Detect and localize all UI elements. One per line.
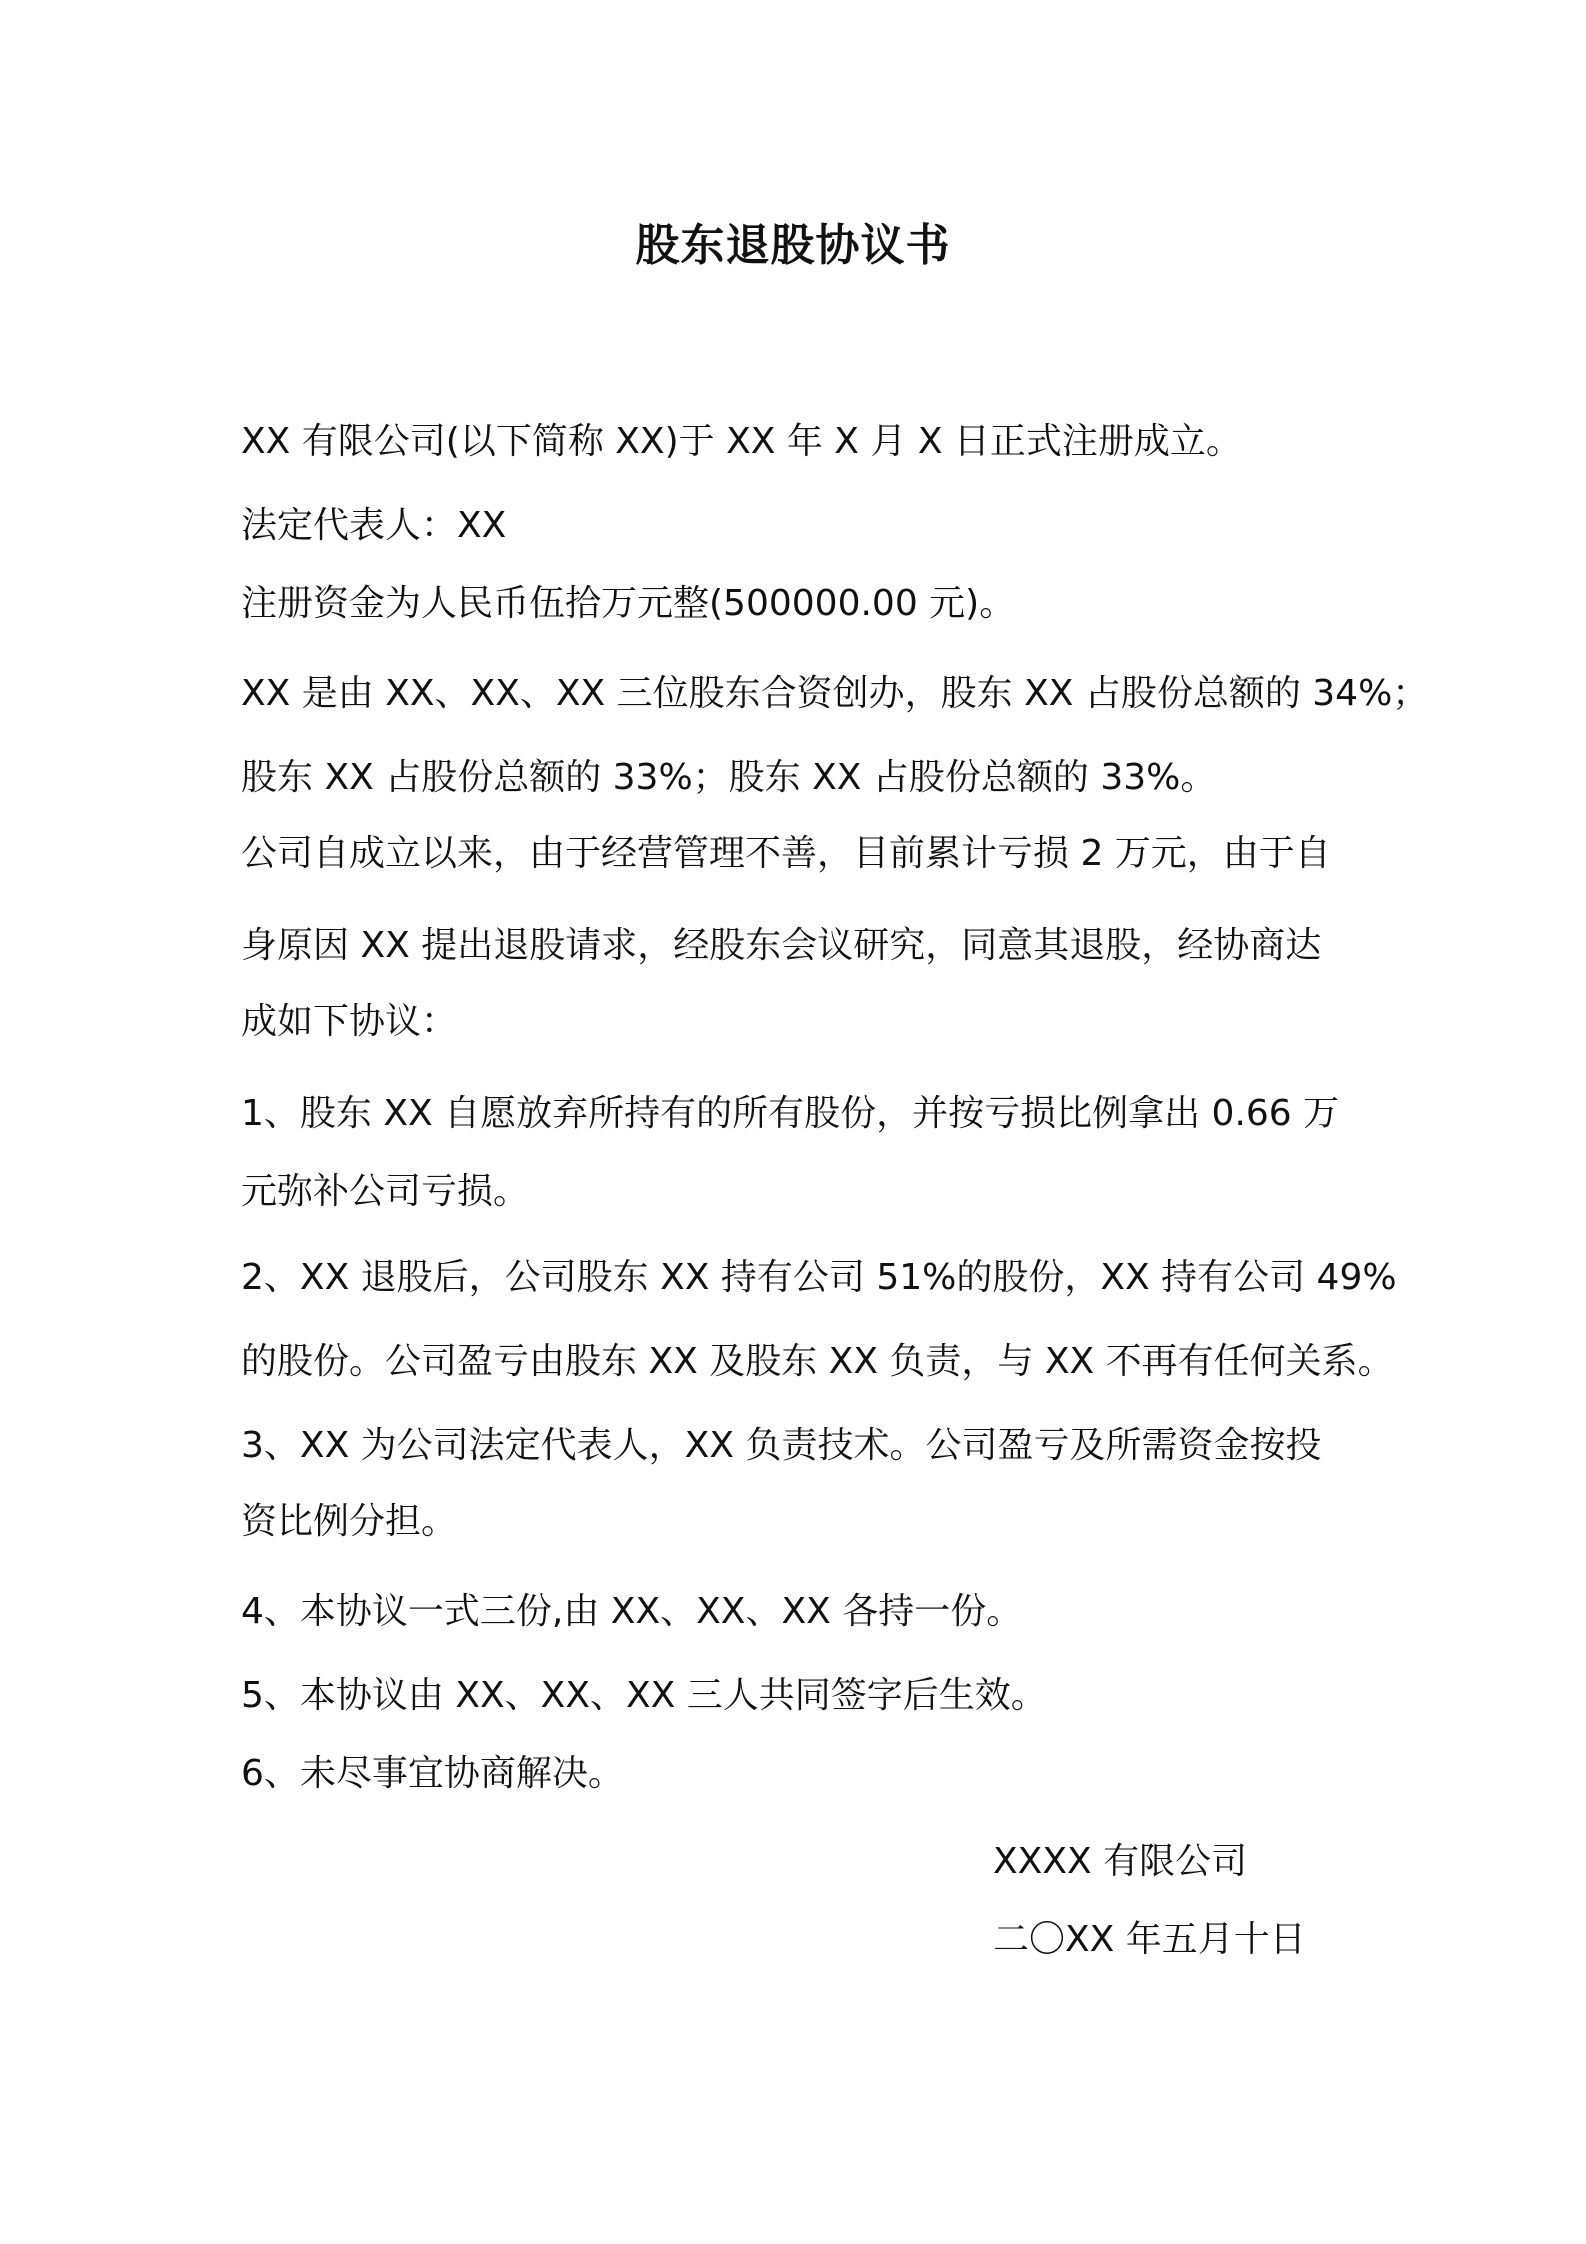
paragraph-line: 资比例分担。 <box>241 1501 458 1542</box>
paragraph-line: 元弥补公司亏损。 <box>241 1171 530 1212</box>
paragraph-line: 公司自成立以来，由于经营管理不善，目前累计亏损 2 万元，由于自 <box>241 833 1331 874</box>
paragraph-line: XX 有限公司(以下简称 XX)于 XX 年 X 月 X 日正式注册成立。 <box>241 421 1242 462</box>
paragraph-line: 3、XX 为公司法定代表人，XX 负责技术。公司盈亏及所需资金按投 <box>241 1425 1322 1466</box>
paragraph-line: 身原因 XX 提出退股请求，经股东会议研究，同意其退股，经协商达 <box>241 925 1322 966</box>
signature-date: 二〇XX 年五月十日 <box>993 1919 1306 1960</box>
paragraph-line: 法定代表人：XX <box>241 505 507 546</box>
paragraph-line: 4、本协议一式三份,由 XX、XX、XX 各持一份。 <box>241 1591 1023 1632</box>
paragraph-line: 6、未尽事宜协商解决。 <box>241 1753 624 1794</box>
signature-company: XXXX 有限公司 <box>993 1841 1248 1882</box>
paragraph-line: 成如下协议： <box>241 1001 458 1042</box>
paragraph-line: 5、本协议由 XX、XX、XX 三人共同签字后生效。 <box>241 1675 1047 1716</box>
paragraph-line: 1、股东 XX 自愿放弃所持有的所有股份，并按亏损比例拿出 0.66 万 <box>241 1093 1340 1134</box>
paragraph-line: XX 是由 XX、XX、XX 三位股东合资创办，股东 XX 占股份总额的 34%； <box>241 673 1429 714</box>
document-title: 股东退股协议书 <box>635 220 951 271</box>
paragraph-line: 注册资金为人民币伍拾万元整(500000.00 元)。 <box>241 583 1016 624</box>
paragraph-line: 2、XX 退股后，公司股东 XX 持有公司 51%的股份，XX 持有公司 49% <box>241 1257 1397 1298</box>
paragraph-line: 的股份。公司盈亏由股东 XX 及股东 XX 负责，与 XX 不再有任何关系。 <box>241 1341 1394 1382</box>
paragraph-line: 股东 XX 占股份总额的 33%；股东 XX 占股份总额的 33%。 <box>241 757 1217 798</box>
